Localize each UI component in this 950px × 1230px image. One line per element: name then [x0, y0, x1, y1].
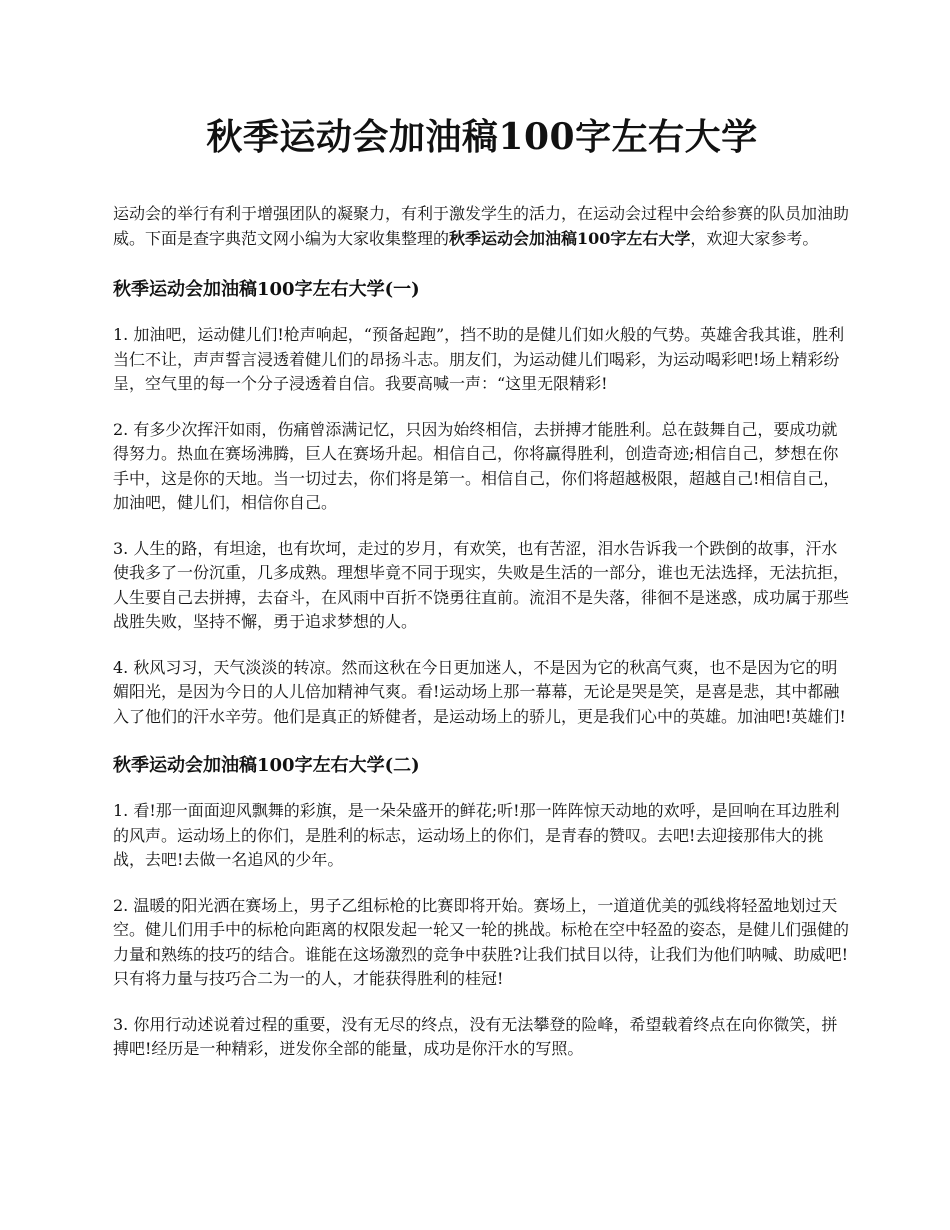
intro-bold-title: 秋季运动会加油稿100字左右大学	[449, 228, 691, 248]
section-paragraph: 1. 加油吧，运动健儿们!枪声响起，“预备起跑”，挡不助的是健儿们如火般的气势。英雄舍我其谁，胜利当仁不让，声声誓言浸透着健儿们的昂扬斗志。朋友们，为运动健儿们喝彩，为运动喝彩吧!场上精彩纷呈，空气里的每一个分子浸透着自信。我要高喊一声：“这里无限精彩!	[113, 325, 845, 393]
section-paragraph: 2. 温暖的阳光洒在赛场上，男子乙组标枪的比赛即将开始。赛场上，一道道优美的弧线将轻盈地划过天空。健儿们用手中的标枪向距离的权限发起一轮又一轮的挑战。标枪在空中轻盈的姿态，是健儿们强健的力量和熟练的技巧的结合。谁能在这场激烈的竞争中获胜?让我们拭目以待，让我们为他们呐喊、助威吧!只有将力量与技巧合二为一的人，才能获得胜利的桂冠!	[113, 895, 850, 988]
intro-text-before: 运动会的举行有利于增强团队的凝聚力，有利于激发学生的活力，在运动会过程中会给参赛的队员加油助威。下面是查字典范文网小编为大家收集整理的	[113, 204, 850, 248]
section-paragraph: 3. 人生的路，有坦途，也有坎坷，走过的岁月，有欢笑，也有苦涩，泪水告诉我一个跌倒的故事，汗水使我多了一份沉重，几多成熟。理想毕竟不同于现实，失败是生活的一部分，谁也无法选择，无法抗拒，人生要自己去拼搏，去奋斗，在风雨中百折不饶勇往直前。流泪不是失落，徘徊不是迷惑，成功属于那些战胜失败，坚持不懈，勇于追求梦想的人。	[113, 538, 850, 631]
intro-paragraph	[113, 202, 851, 251]
section-heading: 秋季运动会加油稿100字左右大学(二)	[113, 755, 420, 776]
section-two	[113, 753, 851, 1062]
section-heading: 秋季运动会加油稿100字左右大学(一)	[113, 279, 420, 300]
document-title: 秋季运动会加油稿100字左右大学	[206, 116, 758, 158]
section-one	[113, 277, 851, 729]
intro-text-after: ，欢迎大家参考。	[690, 228, 819, 248]
document-page	[113, 110, 851, 1083]
section-paragraph: 4. 秋风习习，天气淡淡的转凉。然而这秋在今日更加迷人，不是因为它的秋高气爽，也不是因为它的明媚阳光，是因为今日的人儿倍加精神气爽。看!运动场上那一幕幕，无论是哭是笑，是喜是悲，其中都融入了他们的汗水辛劳。他们是真正的矫健者，是运动场上的骄儿，更是我们心中的英雄。加油吧!英雄们!	[113, 657, 846, 726]
section-paragraph: 2. 有多少次挥汗如雨，伤痛曾添满记忆，只因为始终相信，去拼搏才能胜利。总在鼓舞自己，要成功就得努力。热血在赛场沸腾，巨人在赛场升起。相信自己，你将赢得胜利，创造奇迹;相信自己，梦想在你手中，这是你的天地。当一切过去，你们将是第一。相信自己，你们将超越极限，超越自己!相信自己，加油吧，健儿们，相信你自己。	[113, 419, 840, 512]
section-paragraph: 3. 你用行动述说着过程的重要，没有无尽的终点，没有无法攀登的险峰，希望载着终点在向你微笑，拼搏吧!经历是一种精彩，迸发你全部的能量，成功是你汗水的写照。	[113, 1014, 838, 1058]
section-paragraph: 1. 看!那一面面迎风飘舞的彩旗，是一朵朵盛开的鲜花;听!那一阵阵惊天动地的欢呼，是回响在耳边胜利的风声。运动场上的你们，是胜利的标志，运动场上的你们，是青春的赞叹。去吧!去迎接那伟大的挑战，去吧!去做一名追风的少年。	[113, 801, 840, 869]
